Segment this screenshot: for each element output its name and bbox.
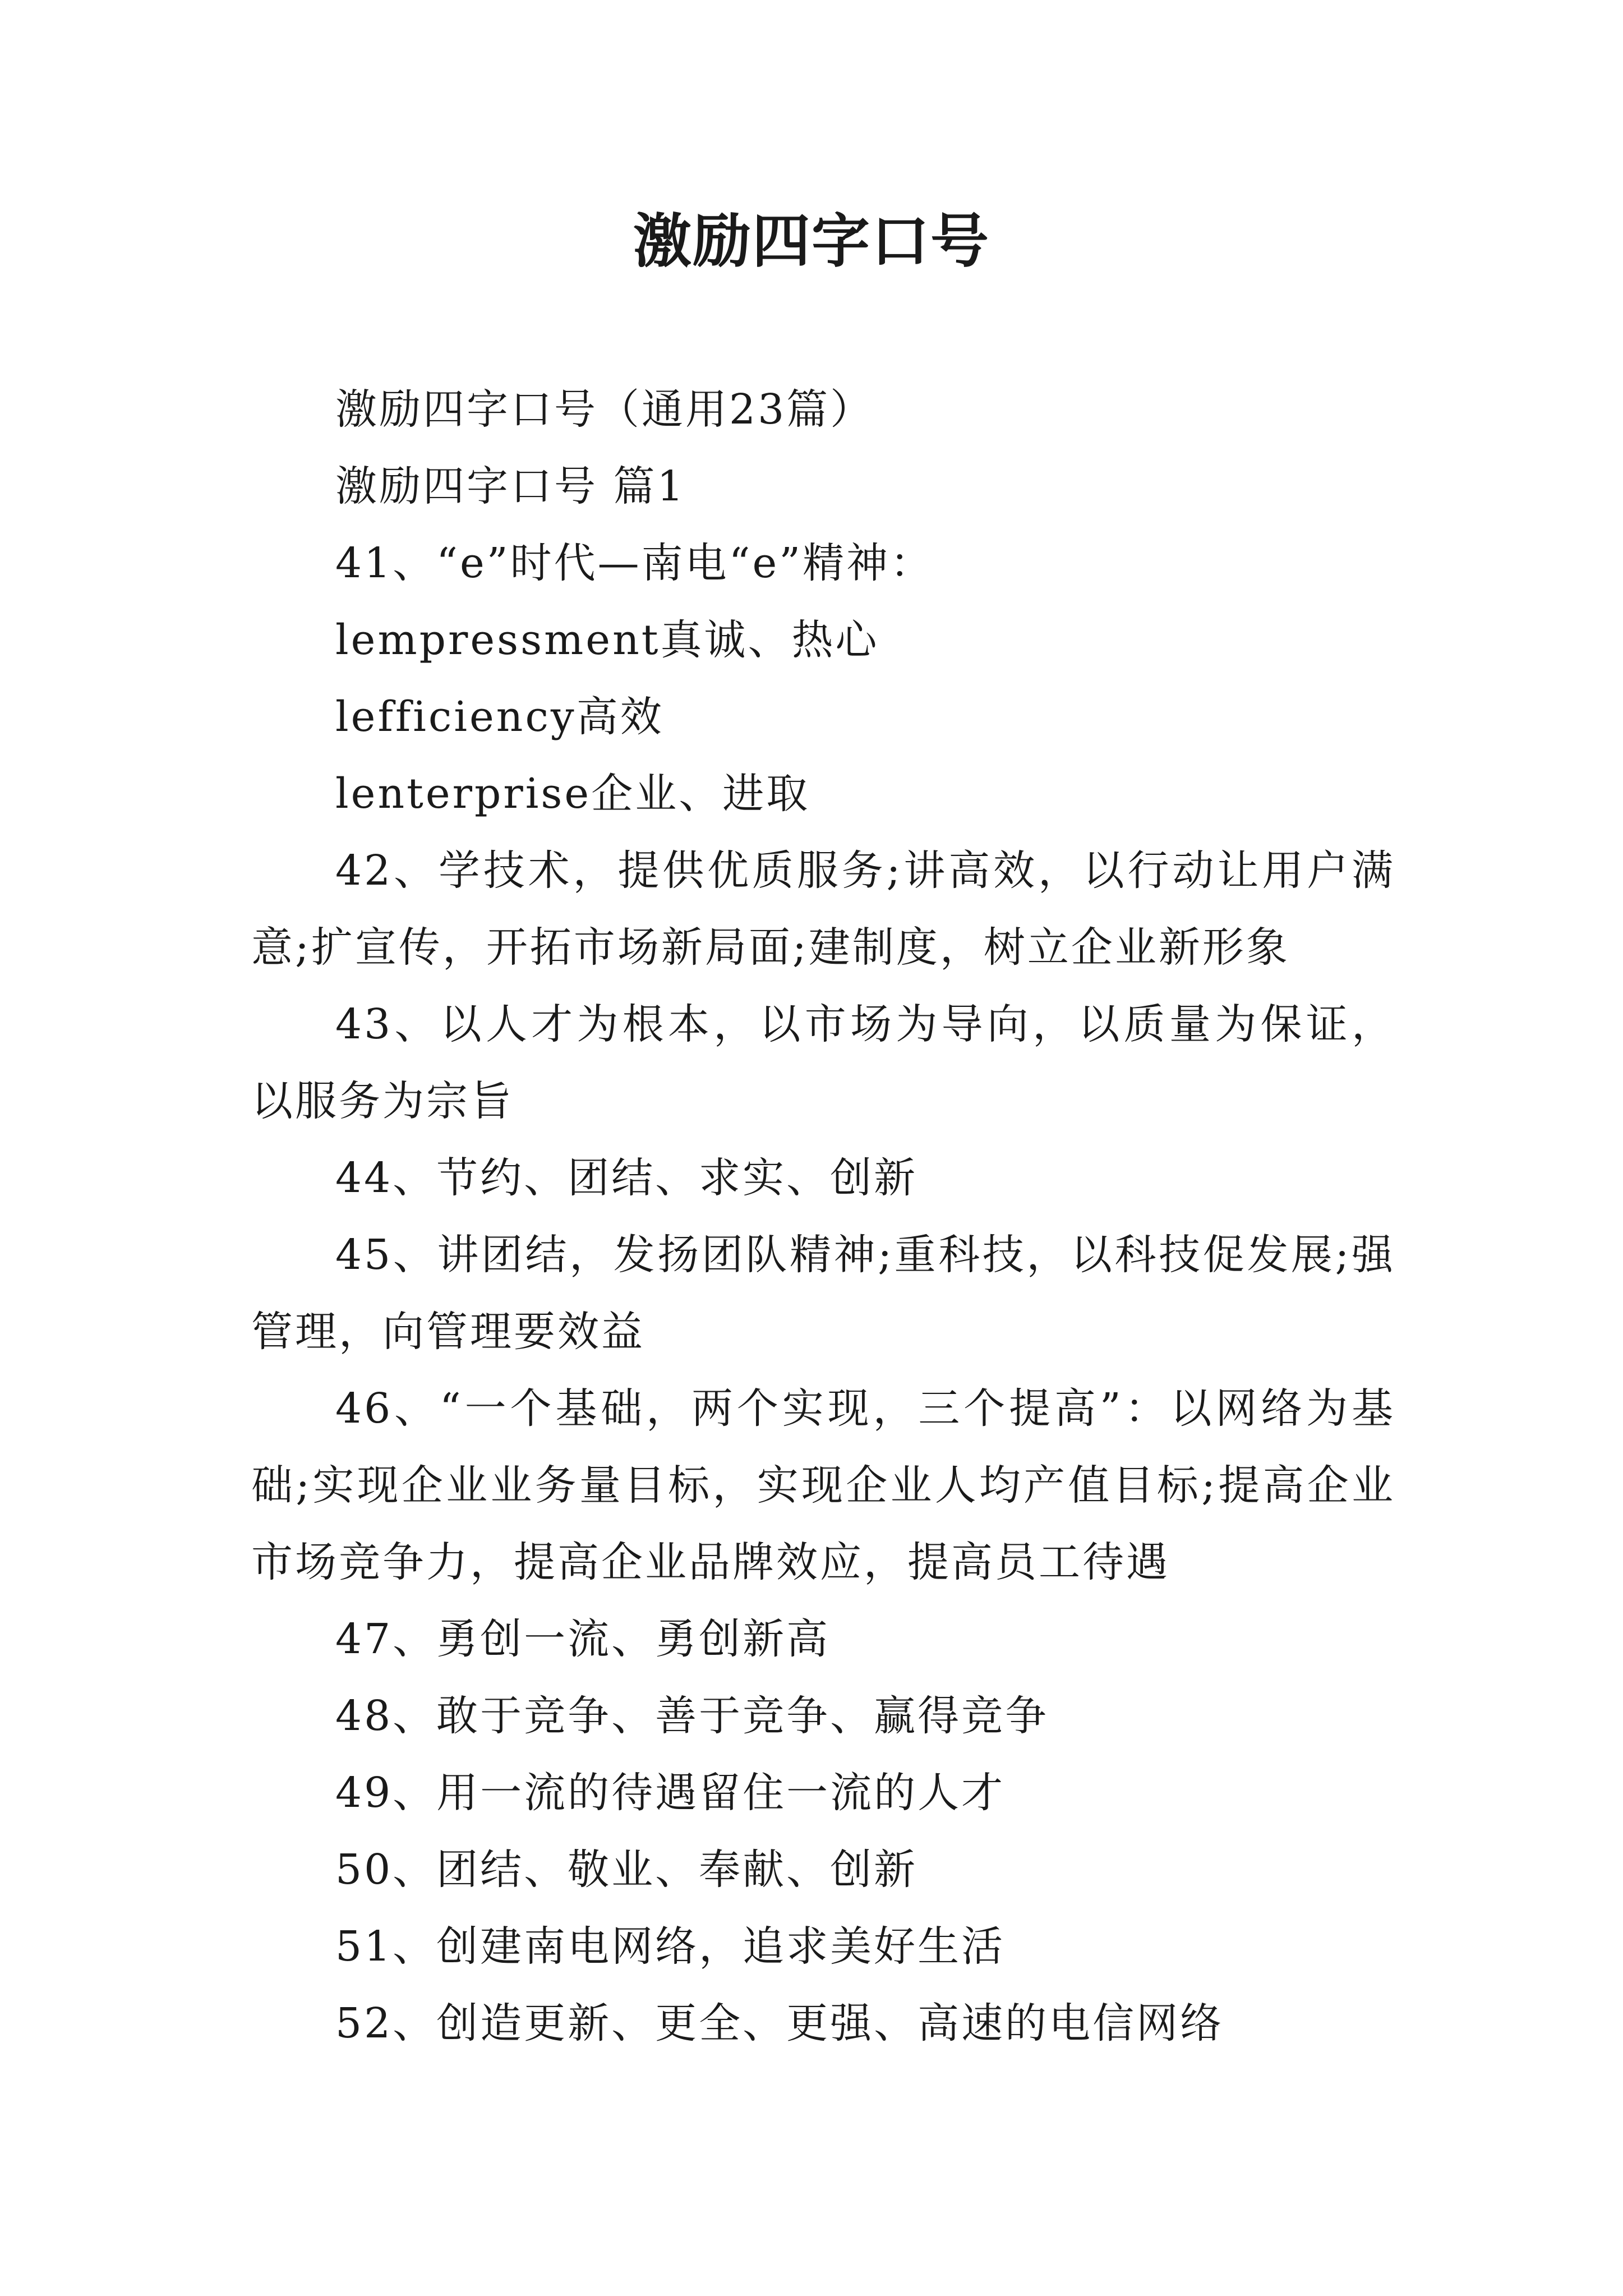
paragraph: 48、敢于竞争、善于竞争、赢得竞争 (335, 1692, 1049, 1740)
document-title: 激励四字口号 (633, 206, 990, 275)
paragraph: 43、以人才为根本，以市场为导向，以质量为保证，以服务为宗旨 (251, 1000, 1395, 1125)
paragraph: 42、学技术，提供优质服务;讲高效，以行动让用户满意;扩宣传，开拓市场新局面;建制度，树立企业新形象 (251, 846, 1395, 972)
paragraph: 47、勇创一流、勇创新高 (335, 1615, 831, 1663)
paragraph: 激励四字口号（通用23篇） (335, 385, 874, 434)
paragraph: 45、讲团结，发扬团队精神;重科技，以科技促发展;强管理，向管理要效益 (251, 1231, 1395, 1356)
document-body (251, 371, 1395, 2062)
paragraph: 52、创造更新、更全、更强、高速的电信网络 (335, 1999, 1224, 2047)
paragraph: 46、“一个基础，两个实现，三个提高”：以网络为基础;实现企业业务量目标，实现企业人均产值目标;提高企业市场竞争力，提高企业品牌效应，提高员工待遇 (251, 1384, 1395, 1586)
paragraph: 51、创建南电网络，追求美好生活 (335, 1922, 1006, 1971)
paragraph: 49、用一流的待遇留住一流的人才 (335, 1769, 1006, 1817)
paragraph: lenterprise企业、进取 (335, 770, 810, 818)
paragraph: 50、团结、敬业、奉献、创新 (335, 1846, 918, 1894)
paragraph: lempressment真诚、热心 (335, 616, 879, 664)
paragraph: 41、“e”时代—南电“e”精神： (335, 539, 934, 587)
paragraph: 激励四字口号 篇1 (335, 462, 686, 510)
paragraph: 44、节约、团结、求实、创新 (335, 1154, 918, 1202)
paragraph: lefficiency高效 (335, 693, 664, 741)
